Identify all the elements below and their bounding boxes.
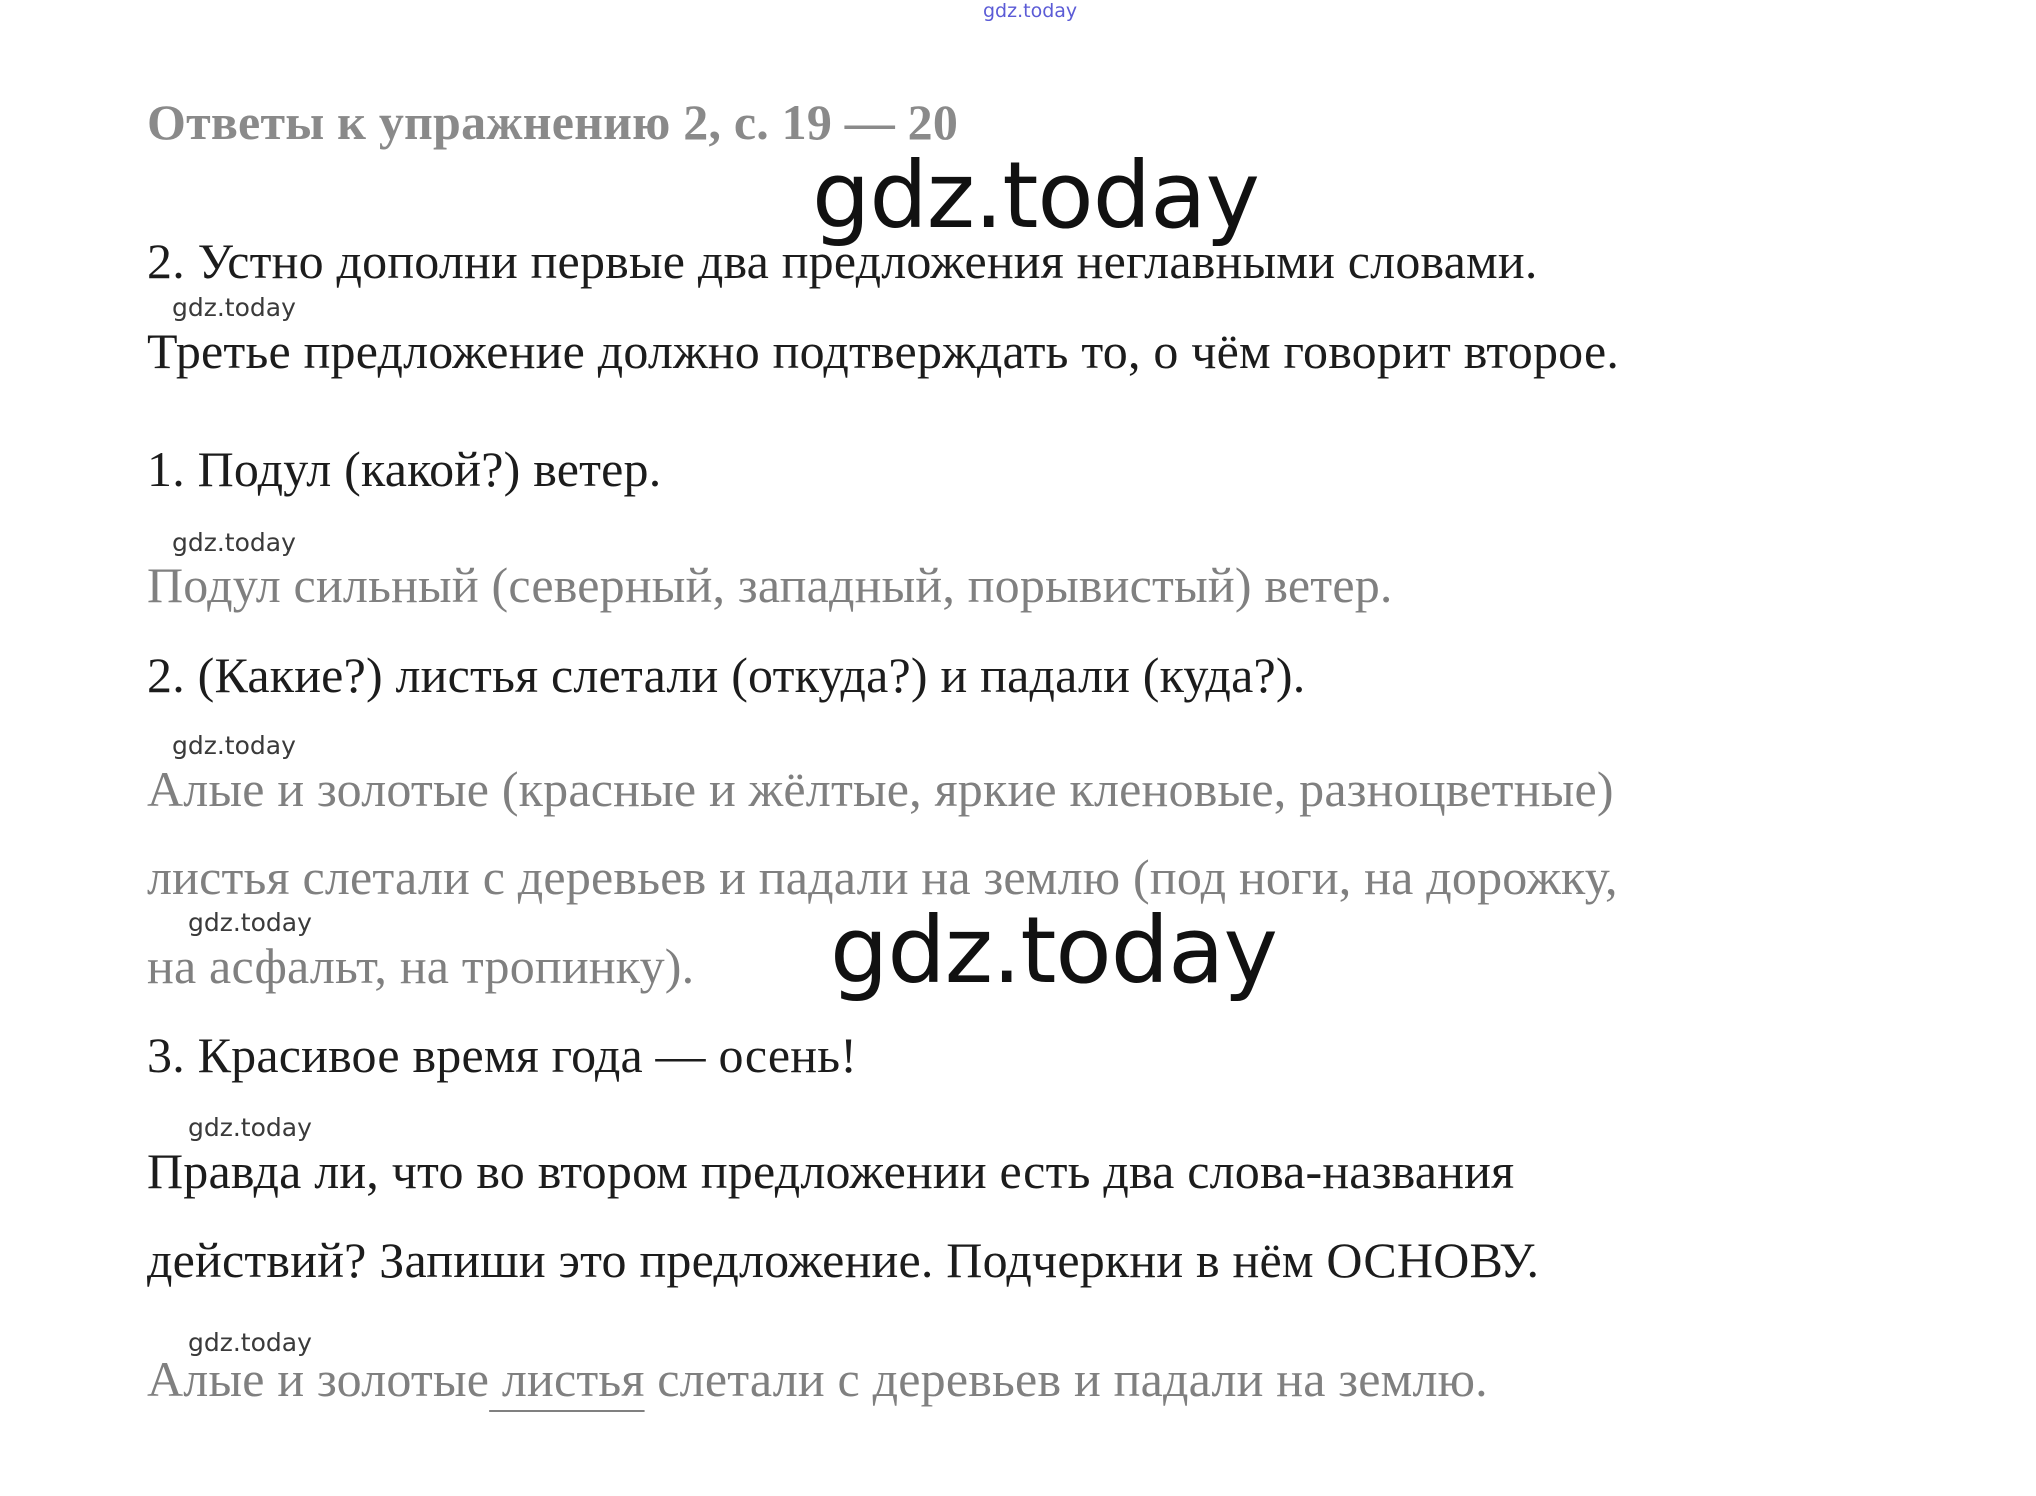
item2-question: 2. (Какие?) листья слетали (откуда?) и падали (куда?). bbox=[147, 647, 1306, 703]
watermark-big-1: gdz.today bbox=[812, 142, 1259, 249]
page-title: Ответы к упражнению 2, с. 19 — 20 bbox=[147, 94, 959, 150]
item1-question: 1. Подул (какой?) ветер. bbox=[147, 441, 662, 497]
task-line-1: 2. Устно дополни первые два предложения неглавными словами. bbox=[147, 233, 1538, 289]
watermark-big-2: gdz.today bbox=[830, 897, 1277, 1004]
watermark-small-1: gdz.today bbox=[172, 293, 296, 322]
question2-line-2: действий? Запиши это предложение. Подчеркни в нём ОСНОВУ. bbox=[147, 1232, 1540, 1288]
final-answer-after: слетали с деревьев и падали на землю. bbox=[644, 1351, 1488, 1407]
final-answer-before: Алые и золотые bbox=[147, 1351, 490, 1407]
watermark-small-2: gdz.today bbox=[172, 528, 296, 557]
item2-answer-line-1: Алые и золотые (красные и жёлтые, яркие кленовые, разноцветные) bbox=[147, 761, 1614, 817]
watermark-small-5: gdz.today bbox=[188, 1113, 312, 1142]
item3-question: 3. Красивое время года — осень! bbox=[147, 1027, 858, 1083]
watermark-small-3: gdz.today bbox=[172, 731, 296, 760]
task-line-2: Третье предложение должно подтверждать то, о чём говорит второе. bbox=[147, 323, 1620, 379]
item2-answer-line-2: листья слетали с деревьев и падали на землю (под ноги, на дорожку, bbox=[147, 849, 1618, 905]
watermark-small-4: gdz.today bbox=[188, 908, 312, 937]
final-answer-subject: листья bbox=[489, 1351, 645, 1407]
watermark-top: gdz.today bbox=[983, 0, 1078, 22]
watermark-small-6: gdz.today bbox=[188, 1328, 312, 1357]
final-answer bbox=[147, 1351, 1488, 1407]
item2-answer-line-3: на асфальт, на тропинку). bbox=[147, 938, 695, 994]
item1-answer: Подул сильный (северный, западный, порывистый) ветер. bbox=[147, 557, 1393, 613]
question2-line-1: Правда ли, что во втором предложении есть два слова-названия bbox=[147, 1143, 1515, 1199]
